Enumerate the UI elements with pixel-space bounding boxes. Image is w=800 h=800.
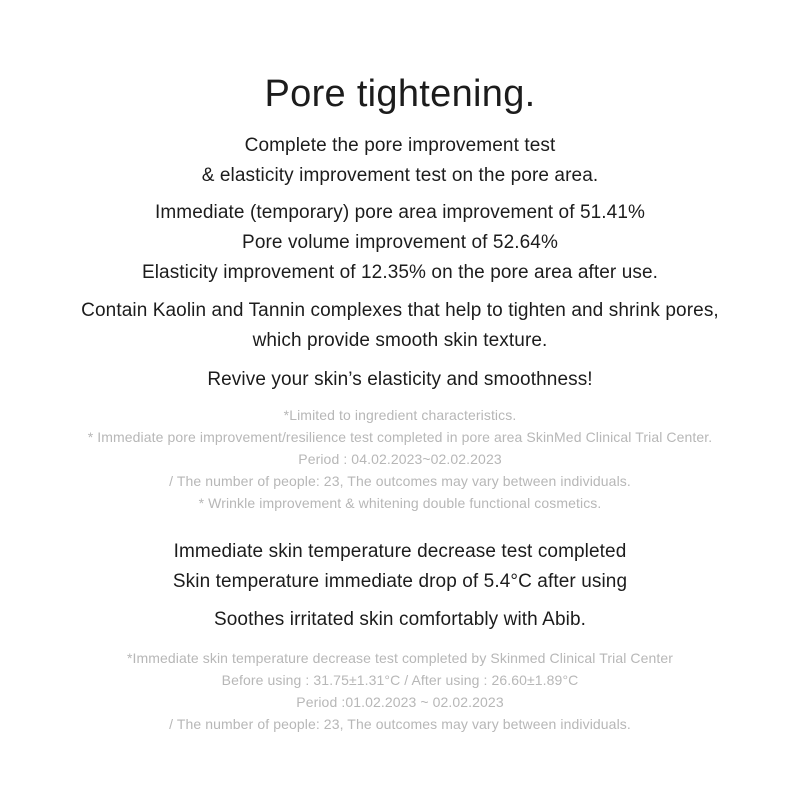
disclaimer-line: / The number of people: 23, The outcomes may vary between individuals. [169,716,631,732]
text-line: & elasticity improvement test on the pore area. [201,165,599,186]
text-line: Complete the pore improvement test [244,135,556,156]
text-line: Contain Kaolin and Tannin complexes that help to tighten and shrink pores, [81,300,719,321]
temperature-test-summary [0,537,800,597]
pore-test-disclaimer [0,404,800,514]
stat-line-elasticity: Elasticity improvement of 12.35% on the pore area after use. [141,262,659,283]
pore-improvement-stats [0,198,800,288]
disclaimer-line: Period : 04.02.2023~02.02.2023 [298,451,502,467]
stat-line-pore-area: Immediate (temporary) pore area improvement of 51.41% [154,202,645,223]
disclaimer-line: *Limited to ingredient characteristics. [283,407,517,423]
ingredients-description [0,296,800,356]
temperature-test-disclaimer [0,647,800,735]
page-title: Pore tightening. [264,73,536,115]
stat-line-pore-volume: Pore volume improvement of 52.64% [242,232,558,253]
pore-test-intro [0,131,800,191]
disclaimer-line: / The number of people: 23, The outcomes may vary between individuals. [169,473,631,489]
disclaimer-line: *Immediate skin temperature decrease test completed by Skinmed Clinical Trial Center [126,650,674,666]
soothe-tagline: Soothes irritated skin comfortably with Abib. [213,609,586,630]
pore-tagline: Revive your skin’s elasticity and smoothness! [207,369,593,390]
disclaimer-line: Period :01.02.2023 ~ 02.02.2023 [296,694,504,710]
disclaimer-line: * Immediate pore improvement/resilience test completed in pore area SkinMed Clinical Trial Center. [87,429,713,445]
disclaimer-line: * Wrinkle improvement & whitening double functional cosmetics. [198,495,602,511]
text-line: Immediate skin temperature decrease test completed [173,541,627,562]
disclaimer-line: Before using : 31.75±1.31°C / After using : 26.60±1.89°C [221,672,579,688]
text-line: Skin temperature immediate drop of 5.4°C after using [172,571,628,592]
text-line: which provide smooth skin texture. [252,330,548,351]
